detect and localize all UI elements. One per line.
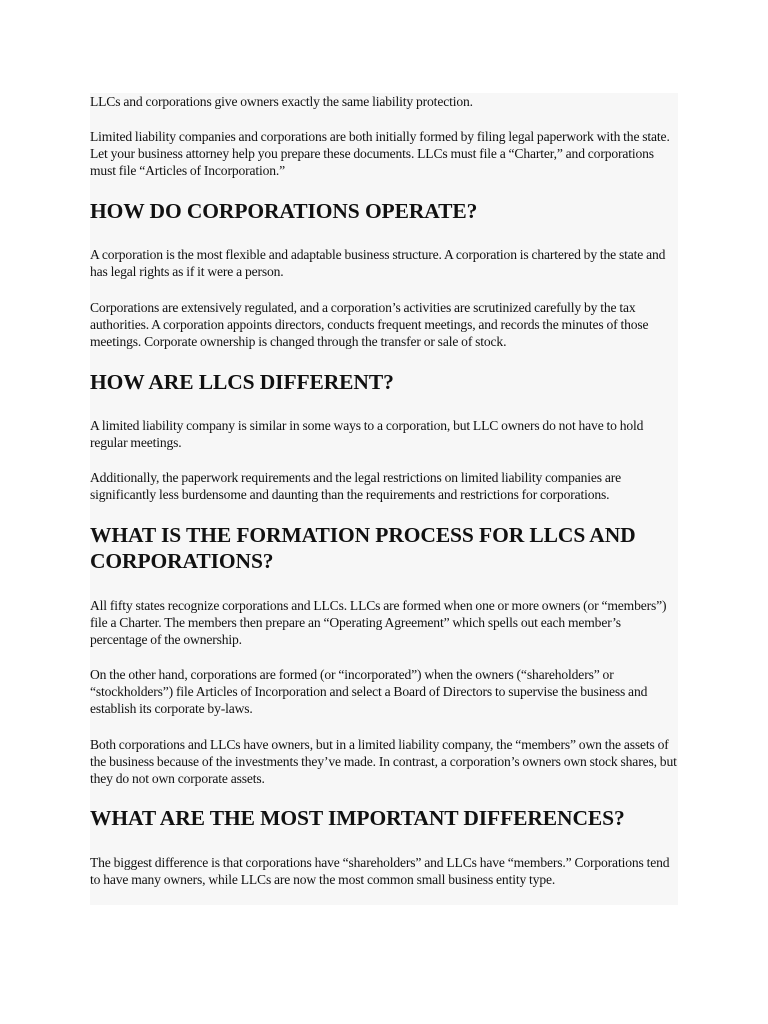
paragraph-biggest-difference: The biggest difference is that corporations have “shareholders” and LLCs have “members.” Corporations tend to have many owners, while LLCs are now the most common small business entity type. [90, 855, 670, 888]
heading-how-corporations-operate: HOW DO CORPORATIONS OPERATE? [90, 199, 478, 223]
paragraph-liability-protection: LLCs and corporations give owners exactly the same liability protection. [90, 94, 473, 109]
paragraph-incorporated: On the other hand, corporations are formed (or “incorporated”) when the owners (“shareholders” or “stockholders”) file Articles of Incorporation and select a Board of Directors to supervise the business and establish its corporate by-laws. [90, 667, 648, 717]
paragraph-formed-by-filing: Limited liability companies and corporations are both initially formed by filing legal paperwork with the state. Let your business attorney help you prepare these documents. LLCs must file a “Charter,” and corporations must file “Articles of Incorporation.” [90, 129, 670, 179]
paragraph-owners-assets: Both corporations and LLCs have owners, but in a limited liability company, the “members” own the assets of the business because of the investments they’ve made. In contrast, a corporation’s owners own stock shares, but they do not own corporate assets. [90, 737, 677, 787]
paragraph-fifty-states: All fifty states recognize corporations and LLCs. LLCs are formed when one or more owners (or “members”) file a Charter. The members then prepare an “Operating Agreement” which spells out each member’s percentage of the ownership. [90, 598, 667, 648]
heading-most-important-differences: WHAT ARE THE MOST IMPORTANT DIFFERENCES? [90, 806, 625, 830]
paragraph-extensively-regulated: Corporations are extensively regulated, and a corporation’s activities are scrutinized carefully by the tax authorities. A corporation appoints directors, conducts frequent meetings, and records the minutes of those meetings. Corporate ownership is changed through the transfer or sale of stock. [90, 300, 649, 350]
paragraph-llc-similar: A limited liability company is similar in some ways to a corporation, but LLC owners do not have to hold regular meetings. [90, 418, 644, 451]
paragraph-paperwork-requirements: Additionally, the paperwork requirements and the legal restrictions on limited liability companies are significantly less burdensome and daunting than the requirements and restrictions for corporations. [90, 470, 621, 503]
heading-how-llcs-different: HOW ARE LLCS DIFFERENT? [90, 370, 394, 394]
document-body [90, 93, 678, 905]
heading-formation-process: WHAT IS THE FORMATION PROCESS FOR LLCS AND CORPORATIONS? [90, 523, 636, 573]
paragraph-flexible-structure: A corporation is the most flexible and adaptable business structure. A corporation is chartered by the state and has legal rights as if it were a person. [90, 247, 666, 280]
